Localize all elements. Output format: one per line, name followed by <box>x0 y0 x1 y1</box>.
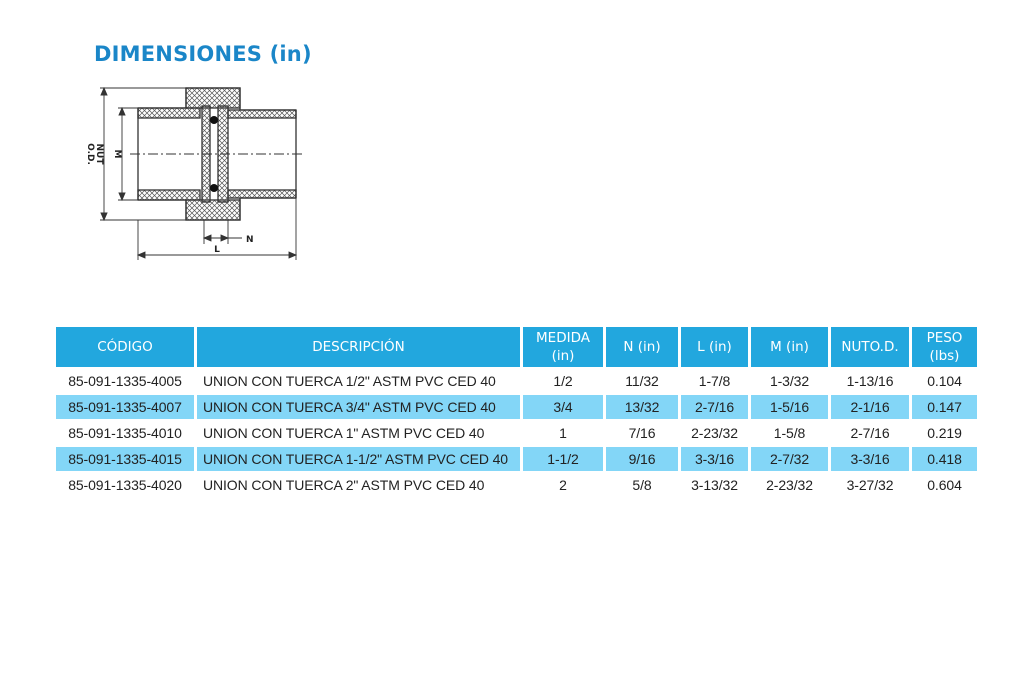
header-codigo: CÓDIGO <box>56 327 194 367</box>
cell-peso: 0.418 <box>912 447 977 471</box>
cell-n: 7/16 <box>628 425 656 441</box>
union-diagram <box>82 78 306 264</box>
cell-m: 1-5/8 <box>773 425 806 441</box>
dimensions-table <box>53 325 980 499</box>
cell-m: 1-5/16 <box>751 395 828 419</box>
cell-descripcion: UNION CON TUERCA 1/2" ASTM PVC CED 40 <box>203 373 496 389</box>
cell-m: 2-7/32 <box>751 447 828 471</box>
header-l: L (in) <box>681 327 748 367</box>
header-m: M (in) <box>751 327 828 367</box>
cell-l: 2-7/16 <box>681 395 748 419</box>
cell-descripcion: UNION CON TUERCA 3/4" ASTM PVC CED 40 <box>197 395 520 419</box>
label-m: M <box>112 149 122 159</box>
cell-n: 11/32 <box>625 373 659 389</box>
cell-n: 13/32 <box>606 395 678 419</box>
table-row <box>56 395 977 419</box>
cell-descripcion: UNION CON TUERCA 1-1/2" ASTM PVC CED 40 <box>197 447 520 471</box>
cell-peso: 0.219 <box>927 425 962 441</box>
header-peso: PESO (lbs) <box>912 327 977 367</box>
cell-n: 9/16 <box>606 447 678 471</box>
cell-medida: 1/2 <box>553 373 573 389</box>
header-medida: MEDIDA (in) <box>523 327 603 367</box>
cell-medida: 1-1/2 <box>523 447 603 471</box>
cell-peso: 0.604 <box>927 477 962 493</box>
cell-peso: 0.147 <box>912 395 977 419</box>
cell-codigo: 85-091-1335-4005 <box>68 373 182 389</box>
cell-codigo: 85-091-1335-4020 <box>68 477 182 493</box>
cell-descripcion: UNION CON TUERCA 2" ASTM PVC CED 40 <box>203 477 485 493</box>
table-row <box>56 369 977 393</box>
table-row <box>56 473 977 497</box>
header-nut-od: NUTO.D. <box>831 327 909 367</box>
header-n: N (in) <box>606 327 678 367</box>
cell-m: 1-3/32 <box>769 373 810 389</box>
table-header-row <box>56 327 977 367</box>
cell-nut-od: 2-1/16 <box>831 395 909 419</box>
cell-peso: 0.104 <box>927 373 962 389</box>
page-title: DIMENSIONES (in) <box>94 42 312 66</box>
label-n: N <box>246 235 254 245</box>
cell-medida: 2 <box>559 477 567 493</box>
cell-l: 1-7/8 <box>698 373 731 389</box>
cell-n: 5/8 <box>632 477 652 493</box>
cell-codigo: 85-091-1335-4007 <box>56 395 194 419</box>
cell-medida: 3/4 <box>523 395 603 419</box>
cell-codigo: 85-091-1335-4010 <box>68 425 182 441</box>
cell-medida: 1 <box>559 425 567 441</box>
cell-nut-od: 3-3/16 <box>831 447 909 471</box>
cell-nut-od: 2-7/16 <box>850 425 890 441</box>
cell-l: 3-3/16 <box>681 447 748 471</box>
label-nut: NUT <box>94 143 104 165</box>
label-od: O.D. <box>85 143 95 165</box>
cell-descripcion: UNION CON TUERCA 1" ASTM PVC CED 40 <box>203 425 485 441</box>
label-l: L <box>214 245 220 255</box>
cell-l: 2-23/32 <box>691 425 738 441</box>
cell-codigo: 85-091-1335-4015 <box>56 447 194 471</box>
table-row <box>56 421 977 445</box>
header-descripcion: DESCRIPCIÓN <box>197 327 520 367</box>
cell-nut-od: 1-13/16 <box>846 373 894 389</box>
cell-l: 3-13/32 <box>691 477 738 493</box>
cell-nut-od: 3-27/32 <box>846 477 894 493</box>
table-row <box>56 447 977 471</box>
cell-m: 2-23/32 <box>766 477 813 493</box>
